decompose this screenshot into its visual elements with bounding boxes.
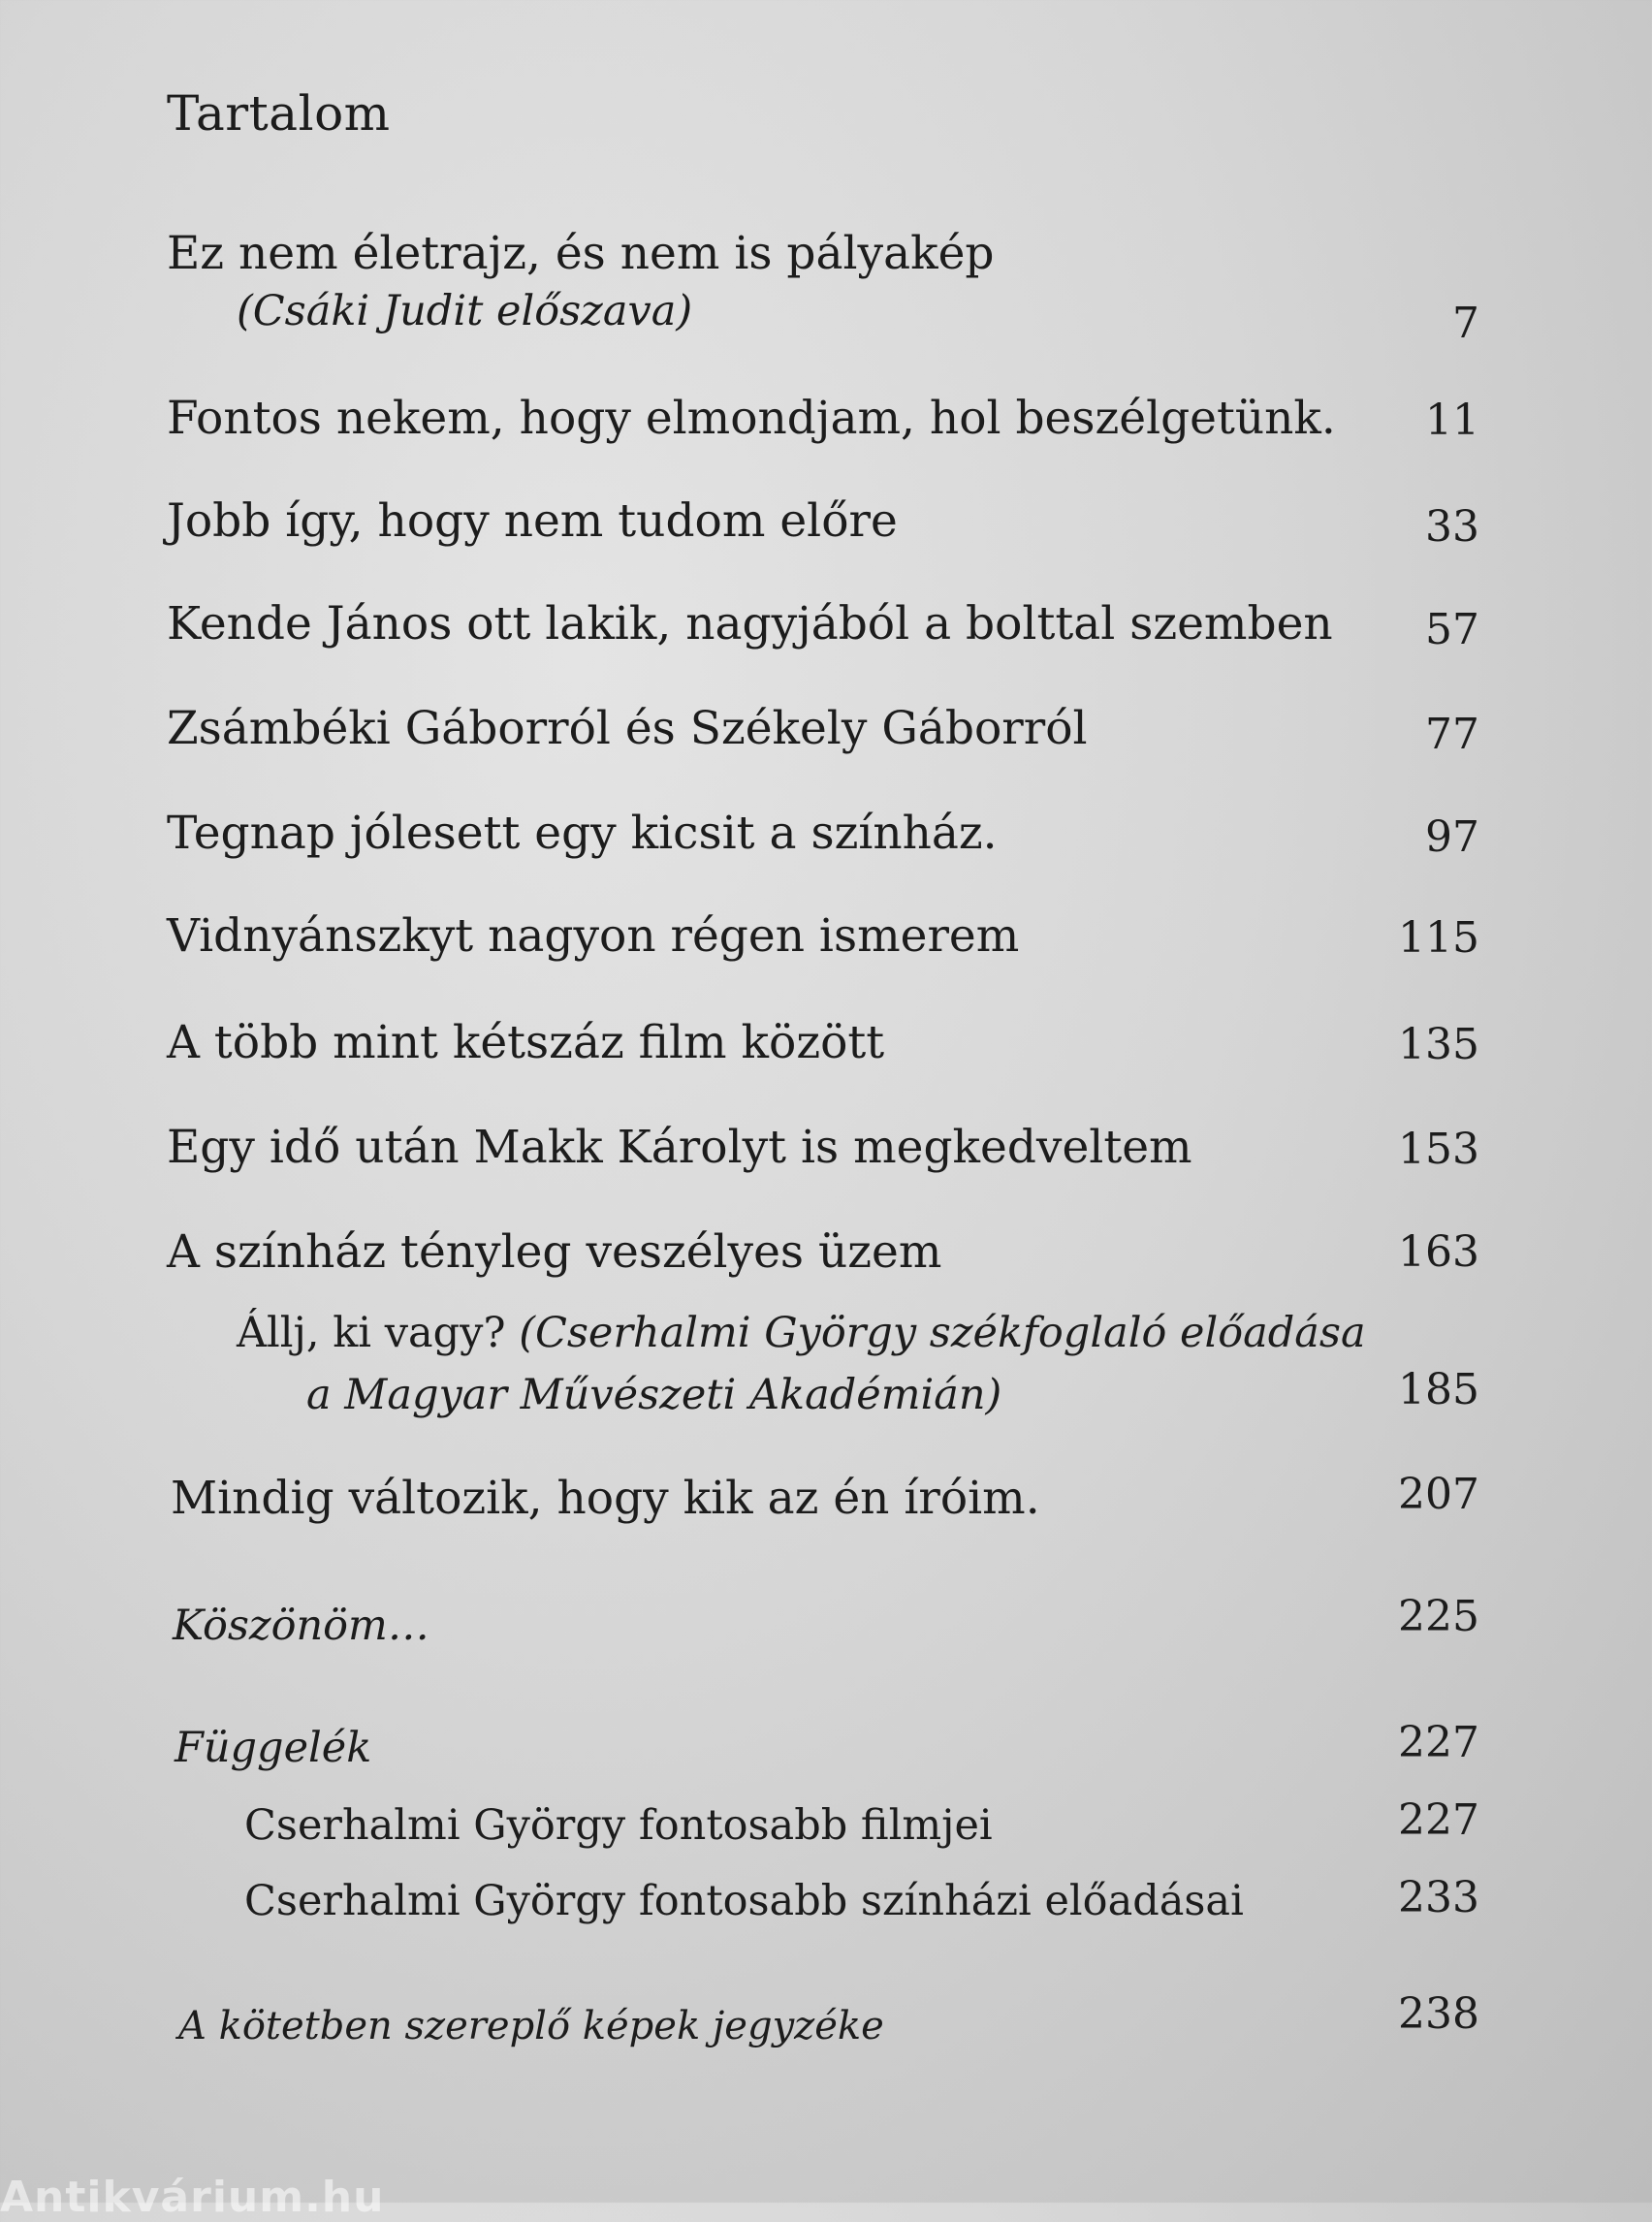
toc-entry-title: Zsámbéki Gáborról és Székely Gáborról: [167, 702, 1088, 755]
toc-entry-page-number: 33: [1425, 502, 1479, 552]
toc-entry-title: Tegnap jólesett egy kicsit a színház.: [167, 807, 998, 860]
toc-entry-page-number: 57: [1425, 605, 1479, 654]
toc-entry-page-number: 207: [1398, 1470, 1479, 1519]
toc-entry-page-number: 153: [1398, 1125, 1479, 1174]
toc-entry-title: A több mint kétszáz film között: [167, 1016, 885, 1069]
toc-entry-title: Köszönöm…: [173, 1602, 429, 1650]
toc-entry-page-number: 115: [1398, 913, 1479, 963]
toc-entry-page-number: 97: [1425, 812, 1479, 862]
toc-entry-page-number: 77: [1425, 710, 1479, 759]
toc-entry-title: A színház tényleg veszélyes üzem: [167, 1225, 942, 1279]
toc-entry-page-number: 185: [1398, 1365, 1479, 1414]
toc-entry-title: Fontos nekem, hogy elmondjam, hol beszélgetünk.: [167, 392, 1336, 445]
toc-entry-page-number: 233: [1398, 1873, 1479, 1922]
toc-entry-title: A kötetben szereplő képek jegyzéke: [178, 2004, 884, 2048]
toc-entry-title: [237, 1309, 1366, 1357]
toc-entry-title: Kende János ott lakik, nagyjából a bolttal szemben: [167, 597, 1333, 651]
toc-entry-title-plain: Állj, ki vagy?: [237, 1309, 506, 1357]
toc-entry-page-number: 11: [1425, 396, 1479, 445]
toc-entry-title: Vidnyánszkyt nagyon régen ismerem: [167, 909, 1020, 963]
toc-entry-title: Cserhalmi György fontosabb színházi előadásai: [244, 1877, 1244, 1925]
watermark: Antikvárium.hu: [0, 2173, 385, 2222]
toc-entry-title: Mindig változik, hogy kik az én íróim.: [171, 1472, 1040, 1525]
toc-entry-title: Cserhalmi György fontosabb filmjei: [244, 1801, 993, 1850]
toc-entry-page-number: 227: [1398, 1718, 1479, 1767]
toc-entry-subtitle: (Csáki Judit előszava): [237, 287, 693, 335]
toc-entry-page-number: 227: [1398, 1795, 1479, 1845]
toc-entry-page-number: 135: [1398, 1020, 1479, 1069]
toc-entry-page-number: 238: [1398, 1989, 1479, 2039]
toc-entry-page-number: 225: [1398, 1592, 1479, 1641]
toc-entry-subtitle: a Magyar Művészeti Akadémián): [306, 1371, 1002, 1419]
toc-entry-title: Függelék: [175, 1724, 372, 1772]
toc-entry-title: Jobb így, hogy nem tudom előre: [167, 494, 898, 548]
toc-entry-title: Ez nem életrajz, és nem is pályakép: [167, 227, 995, 280]
toc-entry-page-number: 7: [1452, 299, 1479, 348]
page-title: Tartalom: [167, 85, 391, 142]
toc-entry-page-number: 163: [1398, 1227, 1479, 1277]
toc-entry-title: Egy idő után Makk Károlyt is megkedveltem: [167, 1121, 1192, 1174]
toc-entry-title-italic: (Cserhalmi György székfoglaló előadása: [519, 1309, 1366, 1357]
